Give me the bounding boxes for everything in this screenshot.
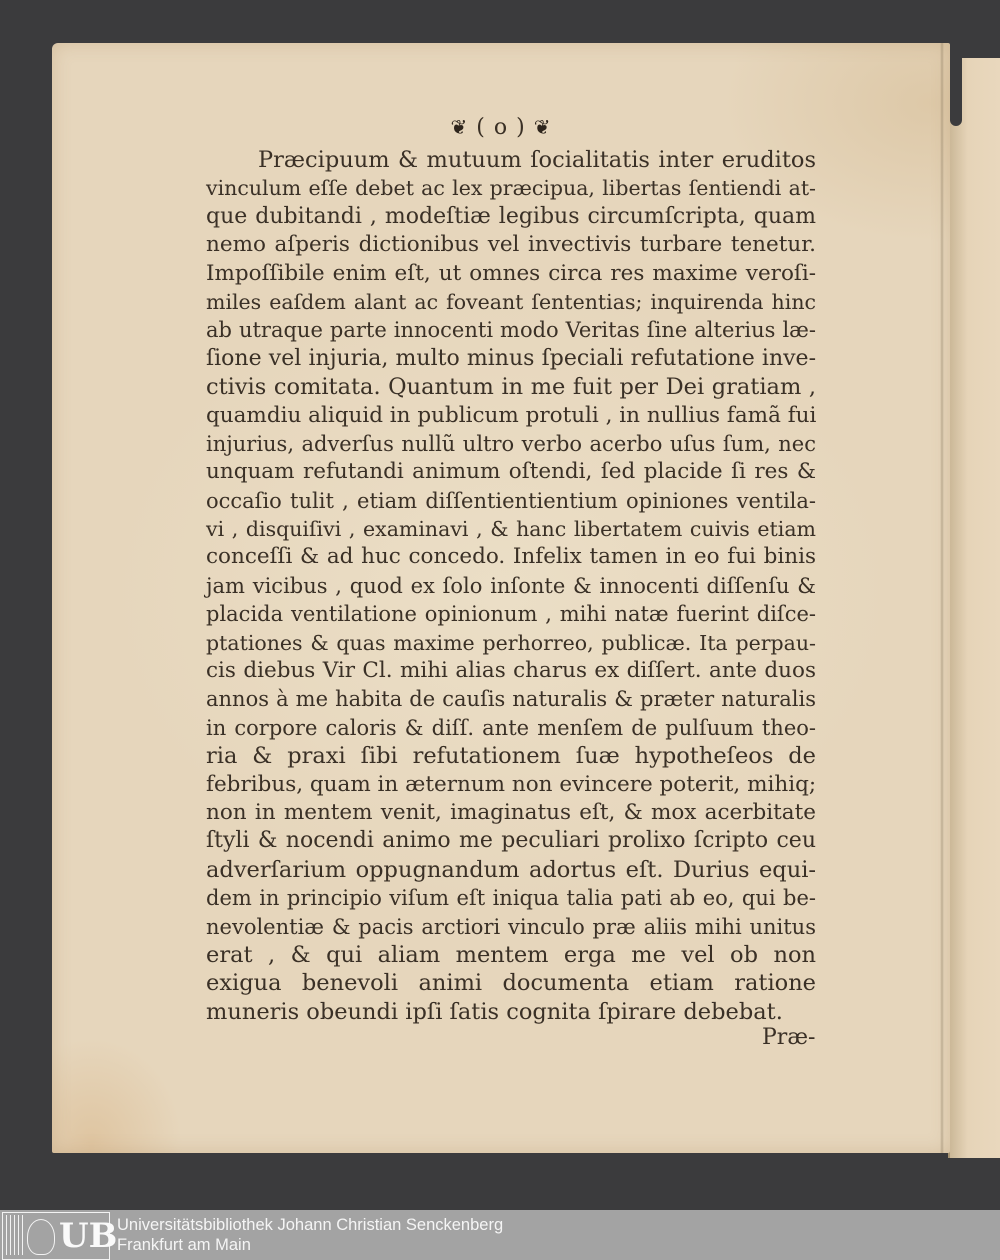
text-line: Impoſſibile enim eſt, ut omnes circa res maxime veroſi- (206, 260, 816, 286)
text-line: nevolentiæ & pacis arctiori vinculo præ aliis mihi unitus (206, 914, 816, 939)
text-line: injurius, adverſus nullũ ultro verbo acerbo uſus ſum, nec (206, 431, 816, 456)
book-page (52, 43, 950, 1153)
logo-bars-icon (6, 1215, 24, 1255)
footer-text (117, 1215, 503, 1255)
text-line: nemo aſperis dictionibus vel invectivis turbare tenetur. (206, 232, 816, 258)
text-line: in corpore caloris & diſſ. ante menſem de pulſuum theo- (206, 715, 816, 740)
catchword: Præ- (762, 1025, 816, 1050)
logo-text: UB (59, 1216, 118, 1256)
text-line: ptationes & quas maxime perhorreo, publicæ. Ita perpau- (206, 630, 816, 655)
ub-logo[interactable] (2, 1212, 118, 1260)
text-line: vinculum eſſe debet ac lex præcipua, libertas ſentiendi at- (206, 176, 816, 201)
text-line: non in mentem venit, imaginatus eſt, & mox acerbitate (206, 799, 816, 825)
text-line: jam vicibus , quod ex ſolo inſonte & innocenti diſſenſu & (206, 573, 816, 598)
binding-gap (950, 56, 962, 126)
text-line: muneris obeundi ipſi ſatis cognita ſpirare debebat. (206, 998, 783, 1025)
text-line: ctivis comitata. Quantum in me fuit per Dei gratiam , (206, 374, 816, 401)
text-line: dem in principio viſum eſt iniqua talia pati ab eo, qui be- (206, 886, 816, 911)
text-line: que dubitandi , modeſtiæ legibus circumſcripta, quam (206, 203, 816, 229)
text-line: quamdiu aliquid in publicum protuli , in nullius famã fui (206, 402, 817, 428)
text-line: annos à me habita de cauſis naturalis & præter naturalis (206, 687, 816, 712)
library-footer (0, 1210, 1000, 1260)
text-line: ſione vel injuria, multo minus ſpeciali refutatione inve- (206, 345, 816, 371)
signature-mark: ( o ) (476, 115, 526, 140)
institution-name: Universitätsbibliothek Johann Christian Senckenberg (117, 1216, 504, 1234)
text-line: occaſio tulit , etiam diſſentientientium opiniones ventila- (206, 488, 816, 513)
text-line: conceſſi & ad huc concedo. Infelix tamen in eo fui binis (206, 544, 816, 570)
text-line: miles eaſdem alant ac foveant ſententias; inquirenda hinc (206, 289, 816, 314)
text-line: ab utraque parte innocenti modo Veritas ſine alterius læ- (206, 318, 816, 343)
text-line: Præcipuum & mutuum ſocialitatis inter eruditos (258, 147, 816, 173)
text-line: unquam refutandi animum oſtendi, ſed placide ſi res & (206, 459, 816, 485)
text-line: ria & praxi ſibi refutationem ſuæ hypotheſeos de (206, 743, 816, 770)
portrait-icon (27, 1219, 55, 1255)
page-fold-crease (940, 43, 944, 1153)
text-line: exigua benevoli animi documenta etiam ratione (206, 970, 816, 997)
text-line: erat , & qui aliam mentem erga me vel ob non (206, 941, 816, 968)
institution-city: Frankfurt am Main (117, 1236, 251, 1254)
next-leaf-edge (948, 58, 1000, 1158)
text-line: febribus, quam in æternum non evincere poterit, mihiq; (206, 771, 817, 797)
ornament-left-icon: ❦ (450, 115, 469, 139)
body-text (206, 146, 816, 1026)
text-line: adverſarium oppugnandum adortus eſt. Durius equi- (206, 856, 816, 883)
text-line: placida ventilatione opinionum , mihi natæ fuerint diſce- (206, 602, 816, 627)
text-line: ſtyli & nocendi animo me peculiari prolixo ſcripto ceu (206, 828, 816, 854)
ornament-right-icon: ❦ (533, 115, 552, 139)
text-line: vi , disquiſivi , examinavi , & hanc libertatem cuivis etiam (206, 517, 816, 542)
page-signature-header (52, 115, 950, 140)
text-line: cis diebus Vir Cl. mihi alias charus ex diſſert. ante duos (206, 658, 816, 684)
